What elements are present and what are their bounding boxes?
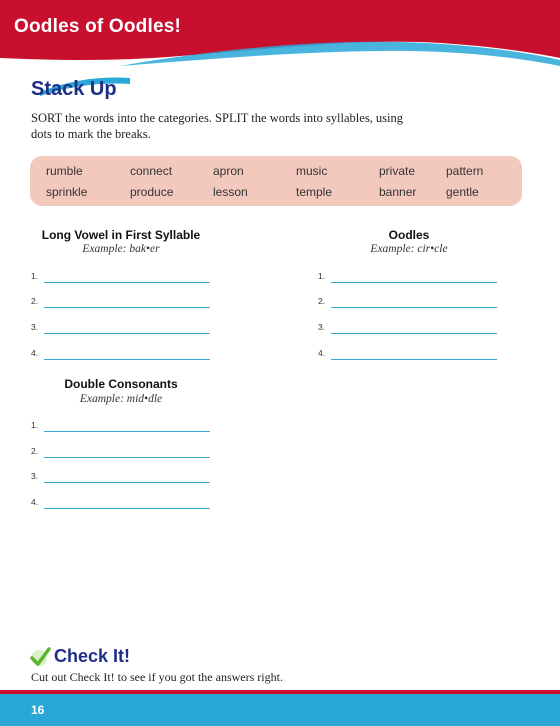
answer-line[interactable] bbox=[44, 333, 210, 334]
word-bank-word: lesson bbox=[213, 185, 248, 199]
category-title: Double Consonants bbox=[64, 377, 178, 391]
word-bank-word: private bbox=[379, 164, 416, 178]
answer-number: 3. bbox=[318, 322, 326, 332]
answer-row bbox=[31, 296, 211, 310]
check-it-title: Check It! bbox=[54, 646, 131, 666]
word-bank-word: produce bbox=[130, 185, 174, 199]
answer-number: 2. bbox=[31, 296, 39, 306]
answer-line[interactable] bbox=[44, 508, 210, 509]
word-bank-word: rumble bbox=[46, 164, 83, 178]
answer-row bbox=[31, 271, 211, 285]
answer-row bbox=[318, 271, 498, 285]
answer-row bbox=[31, 348, 211, 362]
word-bank-word: pattern bbox=[446, 164, 484, 178]
answer-line[interactable] bbox=[44, 431, 210, 432]
category-title: Long Vowel in First Syllable bbox=[41, 228, 201, 242]
word-bank-word: temple bbox=[296, 185, 333, 199]
answer-row bbox=[318, 348, 498, 362]
answer-line[interactable] bbox=[44, 282, 210, 283]
word-bank bbox=[30, 156, 522, 206]
answer-number: 4. bbox=[318, 348, 326, 358]
answer-number: 3. bbox=[31, 322, 39, 332]
word-bank-word: gentle bbox=[446, 185, 479, 199]
answer-row bbox=[31, 471, 211, 485]
answer-row bbox=[318, 322, 498, 336]
word-bank-word: connect bbox=[130, 164, 173, 178]
answer-line[interactable] bbox=[44, 307, 210, 308]
answer-number: 1. bbox=[31, 420, 39, 430]
answer-row bbox=[31, 497, 211, 511]
section-title: Stack Up bbox=[31, 78, 117, 100]
word-bank-word: sprinkle bbox=[46, 185, 88, 199]
answer-number: 1. bbox=[31, 271, 39, 281]
answer-line[interactable] bbox=[44, 359, 210, 360]
checkmark-icon bbox=[29, 646, 51, 668]
category-title: Oodles bbox=[388, 228, 430, 242]
word-bank-word: banner bbox=[379, 185, 417, 199]
answer-number: 3. bbox=[31, 471, 39, 481]
category-example: Example: cir•cle bbox=[370, 243, 448, 255]
category-example: Example: bak•er bbox=[82, 243, 160, 255]
answer-row bbox=[318, 296, 498, 310]
word-bank-word: music bbox=[296, 164, 328, 178]
answer-line[interactable] bbox=[44, 457, 210, 458]
page-number: 16 bbox=[31, 703, 45, 717]
answer-number: 1. bbox=[318, 271, 326, 281]
answer-row bbox=[31, 322, 211, 336]
check-it-text: Cut out Check It! to see if you got the answers right. bbox=[31, 670, 283, 684]
footer-bar bbox=[0, 694, 560, 726]
answer-row bbox=[31, 420, 211, 434]
instructions-text: SORT the words into the categories. SPLIT the words into syllables, using dots to mark the breaks. bbox=[31, 111, 404, 141]
category-example: Example: mid•dle bbox=[79, 393, 163, 405]
answer-number: 2. bbox=[318, 296, 326, 306]
answer-number: 4. bbox=[31, 497, 39, 507]
answer-line[interactable] bbox=[331, 333, 497, 334]
answer-line[interactable] bbox=[44, 482, 210, 483]
answer-number: 4. bbox=[31, 348, 39, 358]
page-header-title: Oodles of Oodles! bbox=[14, 16, 182, 37]
answer-number: 2. bbox=[31, 446, 39, 456]
word-bank-word: apron bbox=[213, 164, 244, 178]
answer-line[interactable] bbox=[331, 282, 497, 283]
answer-line[interactable] bbox=[331, 359, 497, 360]
answer-row bbox=[31, 446, 211, 460]
answer-line[interactable] bbox=[331, 307, 497, 308]
